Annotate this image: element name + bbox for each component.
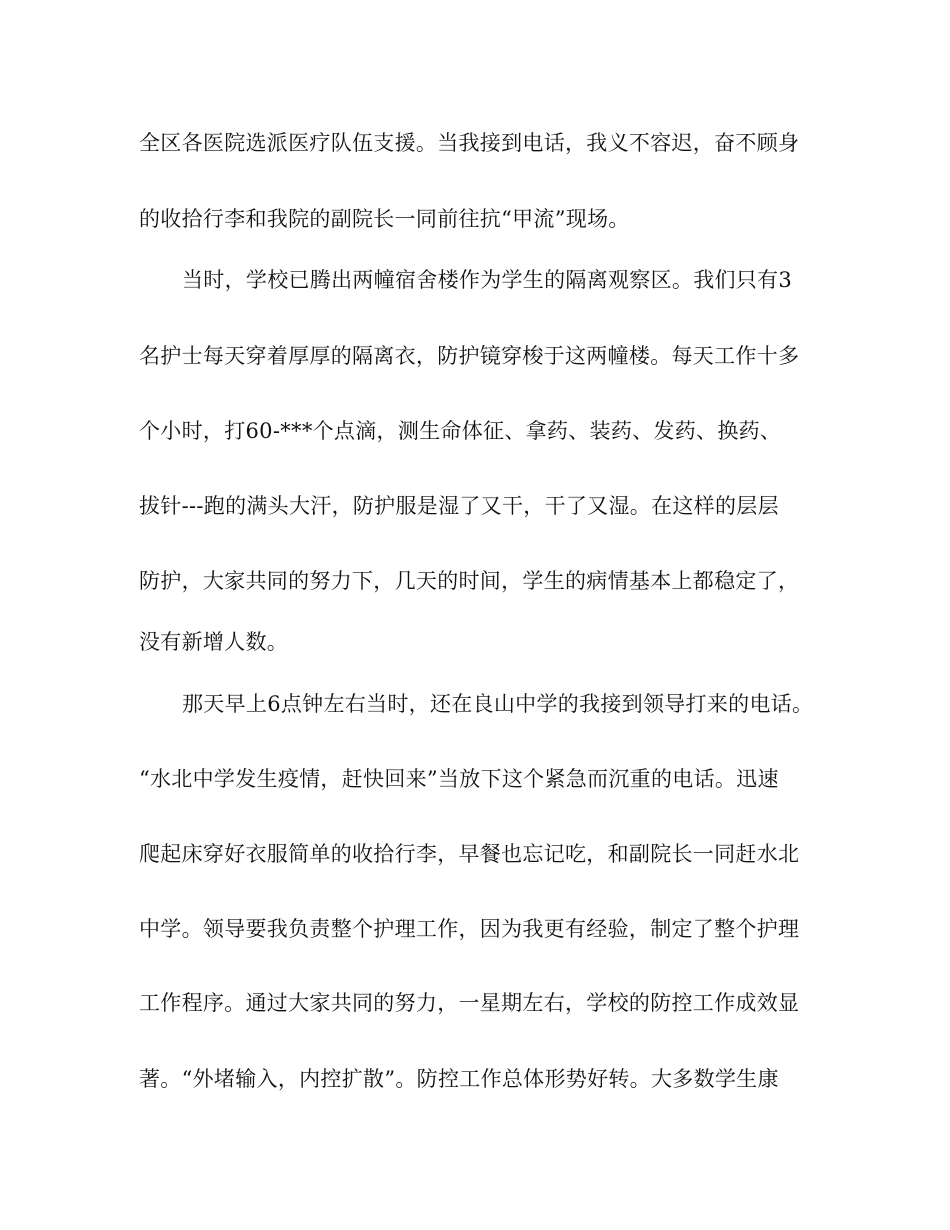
text-line-4: 名护士每天穿着厚厚的隔离衣，防护镜穿梭于这两幢楼。每天工作十多 <box>139 344 800 368</box>
text-line-12: 中学。领导要我负责整个护理工作，因为我更有经验，制定了整个护理 <box>139 917 800 941</box>
text-line-2: 的收拾行李和我院的副院长一同前往抗“甲流”现场。 <box>139 207 630 231</box>
text-line-13: 工作程序。通过大家共同的努力，一星期左右，学校的防控工作成效显 <box>139 991 800 1015</box>
text-line-11: 爬起床穿好衣服简单的收拾行李，早餐也忘记吃，和副院长一同赶水北 <box>139 842 800 866</box>
text-line-6: 拔针---跑的满头大汗，防护服是湿了又干，干了又湿。在这样的层层 <box>139 494 779 518</box>
text-line-8: 没有新增人数。 <box>139 630 289 654</box>
paragraph-start-line-2: 那天早上6点钟左右当时，还在良山中学的我接到领导打来的电话。 <box>182 692 814 716</box>
text-line-10: “水北中学发生疫情，赶快回来”当放下这个紧急而沉重的电话。迅速 <box>139 767 779 791</box>
text-line-14: 著。“外堵输入，内控扩散”。防控工作总体形势好转。大多数学生康 <box>139 1067 779 1091</box>
text-line-5: 个小时，打60-***个点滴，测生命体征、拿药、装药、发药、换药、 <box>139 419 782 443</box>
paragraph-start-line: 当时，学校已腾出两幢宿舍楼作为学生的隔离观察区。我们只有3 <box>182 268 793 292</box>
text-line-7: 防护，大家共同的努力下，几天的时间，学生的病情基本上都稳定了， <box>139 569 800 593</box>
text-line-1: 全区各医院选派医疗队伍支援。当我接到电话，我义不容迟，奋不顾身 <box>139 131 800 155</box>
